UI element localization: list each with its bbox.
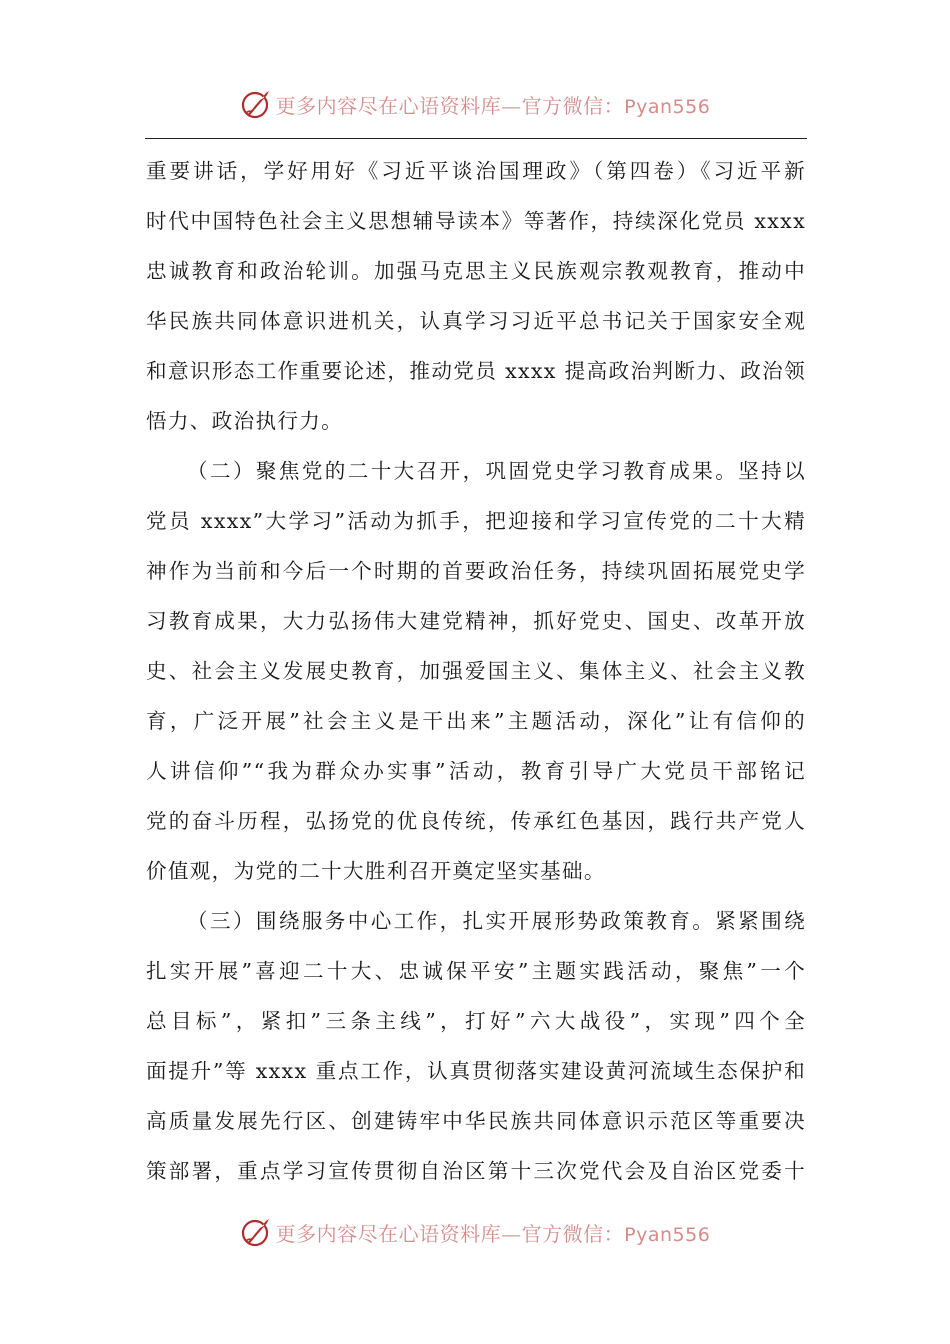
paragraph-heading-line: （二）聚焦党的二十大召开，巩固党史学习教育成果。坚持以 (187, 459, 806, 483)
header-wechat-id: Pyan556 (624, 95, 711, 118)
text-line: 育，广泛开展”社会主义是干出来”主题活动，深化”让有信仰的 (146, 709, 806, 733)
paragraph-heading-line: （三）围绕服务中心工作，扎实开展形势政策教育。紧紧围绕 (187, 909, 806, 933)
header-banner (0, 84, 950, 124)
footer-banner (0, 1212, 950, 1252)
text-line: 悟力、政治执行力。 (146, 409, 344, 433)
quill-pen-logo-icon (240, 1215, 274, 1249)
text-line: 华民族共同体意识进机关，认真学习习近平总书记关于国家安全观 (146, 309, 806, 333)
text-line: 总目标”，紧扣”三条主线”，打好”六大战役”，实现”四个全 (146, 1009, 806, 1033)
text-line: 重要讲话，学好用好《习近平谈治国理政》（第四卷）《习近平新 (146, 159, 806, 183)
header-banner-main: 更多内容尽在心语资料库 (275, 93, 502, 118)
header-banner-text (276, 90, 711, 119)
text-line: 党的奋斗历程，弘扬党的优良传统，传承红色基因，践行共产党人 (146, 809, 806, 833)
footer-banner-label: 官方微信： (521, 1221, 625, 1246)
text-line: 时代中国特色社会主义思想辅导读本》等著作，持续深化党员 xxxx (146, 209, 806, 233)
footer-banner-sep: — (501, 1221, 522, 1246)
text-line: 和意识形态工作重要论述，推动党员 xxxx 提高政治判断力、政治领 (146, 359, 806, 383)
text-line: 扎实开展”喜迎二十大、忠诚保平安”主题实践活动，聚焦”一个 (146, 959, 807, 983)
text-line: 人讲信仰”“我为群众办实事”活动，教育引导广大党员干部铭记 (146, 759, 806, 783)
header-banner-sep: — (501, 93, 522, 118)
footer-banner-text (276, 1218, 711, 1247)
text-line: 史、社会主义发展史教育，加强爱国主义、集体主义、社会主义教 (146, 659, 806, 683)
text-line: 高质量发展先行区、创建铸牢中华民族共同体意识示范区等重要决 (146, 1109, 806, 1133)
text-line: 忠诚教育和政治轮训。加强马克思主义民族观宗教观教育，推动中 (146, 259, 806, 283)
text-line: 面提升”等 xxxx 重点工作，认真贯彻落实建设黄河流域生态保护和 (146, 1059, 806, 1083)
text-line: 习教育成果，大力弘扬伟大建党精神，抓好党史、国史、改革开放 (146, 609, 806, 633)
quill-pen-logo-icon (240, 87, 274, 121)
text-line: 神作为当前和今后一个时期的首要政治任务，持续巩固拓展党史学 (146, 559, 806, 583)
text-line: 策部署，重点学习宣传贯彻自治区第十三次党代会及自治区党委十 (146, 1159, 806, 1183)
text-line: 党员 xxxx”大学习”活动为抓手，把迎接和学习宣传党的二十大精 (146, 509, 806, 533)
footer-banner-main: 更多内容尽在心语资料库 (275, 1221, 502, 1246)
text-line: 价值观，为党的二十大胜利召开奠定坚实基础。 (146, 859, 606, 883)
document-body (146, 146, 806, 1196)
footer-wechat-id: Pyan556 (624, 1223, 711, 1246)
header-banner-label: 官方微信： (521, 93, 625, 118)
header-rule (145, 138, 807, 139)
